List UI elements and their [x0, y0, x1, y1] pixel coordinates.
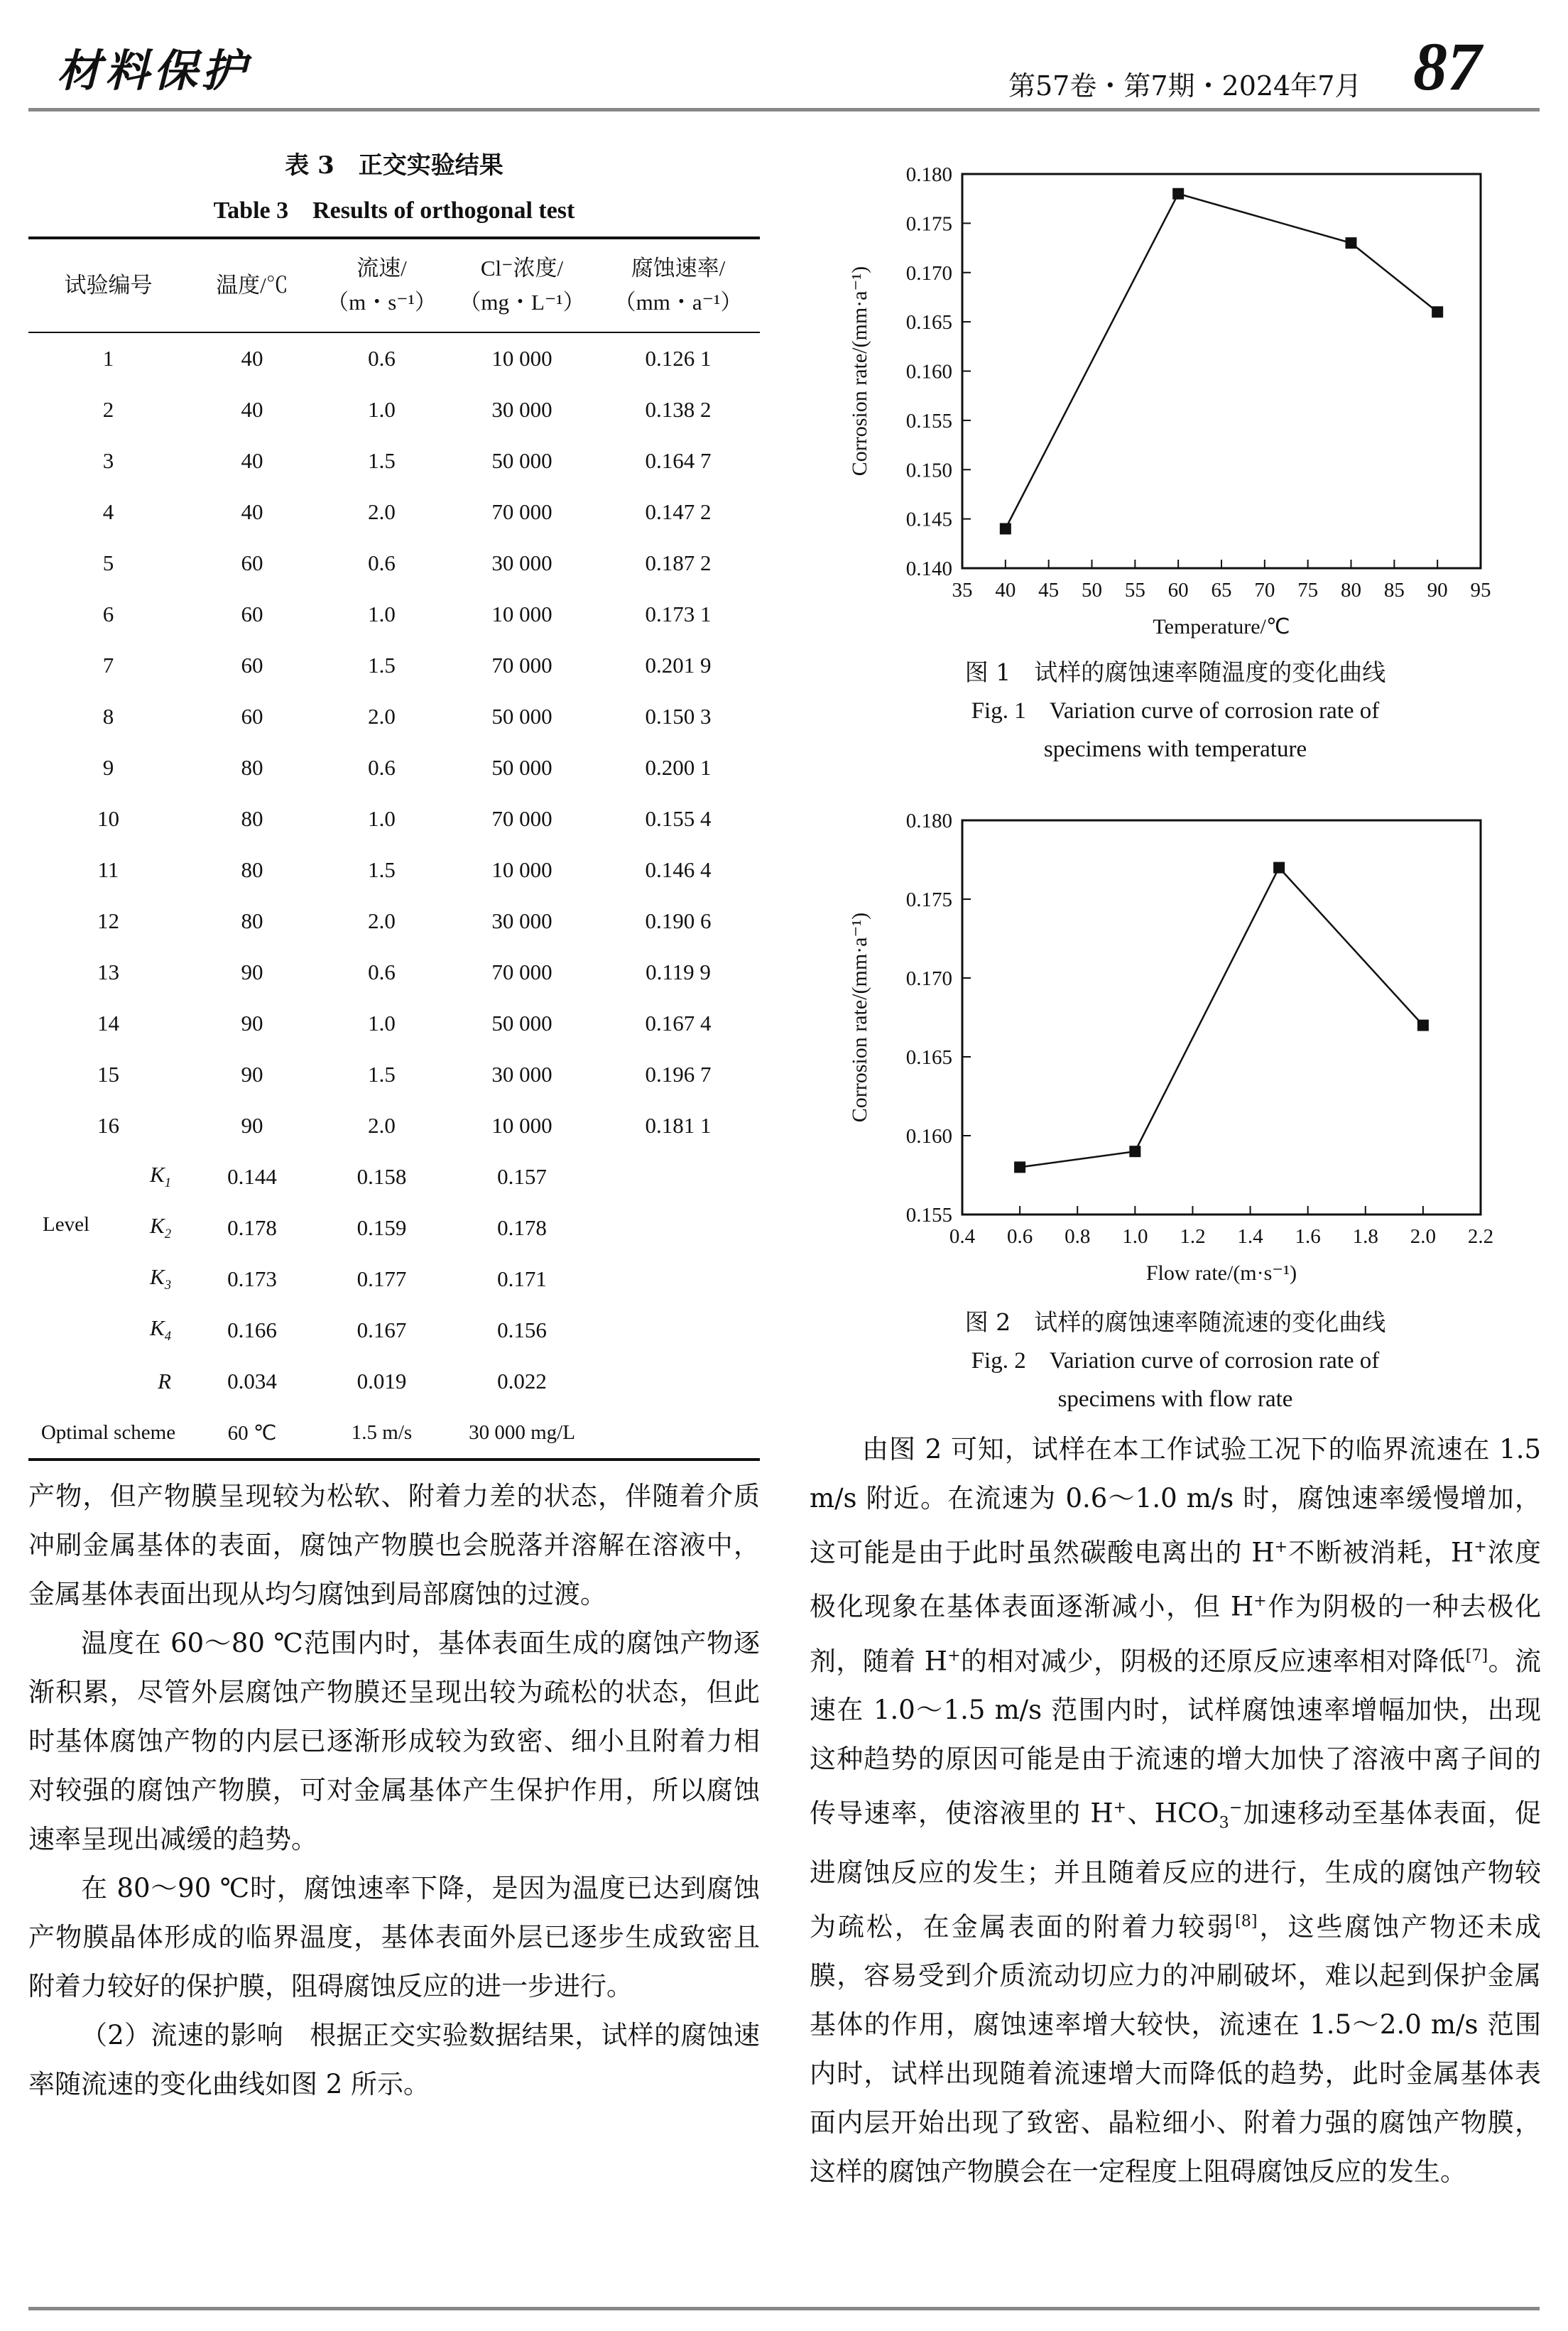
table-cell: 1.0	[368, 602, 396, 626]
table-row	[28, 640, 760, 691]
x-tick-label: 0.8	[1065, 1225, 1091, 1248]
level-row	[28, 1305, 760, 1356]
table-cell: 16	[97, 1113, 119, 1138]
table-cell: 0.177	[356, 1266, 407, 1291]
x-tick-label: 40	[995, 579, 1016, 602]
data-point	[1273, 862, 1285, 874]
x-tick-label: 1.0	[1122, 1225, 1148, 1248]
y-tick-label: 0.155	[905, 1204, 952, 1227]
table-row	[28, 589, 760, 640]
table-row	[28, 384, 760, 435]
y-tick-label: 0.170	[905, 967, 952, 990]
table-cell: 80	[241, 755, 263, 780]
table-cell: 1.5	[368, 1062, 396, 1087]
x-tick-label: 2.2	[1467, 1225, 1494, 1248]
table-row	[28, 691, 760, 742]
table-cell: 90	[241, 1062, 263, 1087]
x-tick-label: 0.6	[1006, 1225, 1033, 1248]
table-cell: 0.022	[497, 1369, 547, 1393]
y-tick-label: 0.180	[905, 810, 952, 832]
table-cell: 5	[102, 550, 114, 575]
level-row	[28, 1202, 760, 1254]
plot-frame	[962, 820, 1481, 1215]
table-cell: 3	[102, 448, 114, 473]
x-tick-label: 35	[952, 579, 973, 602]
table-cell: 4	[102, 499, 114, 524]
orthogonal-results-table	[28, 237, 760, 1461]
table-cell: 30 000	[491, 908, 552, 933]
table-cell: 0.200 1	[645, 755, 712, 780]
table-cell: 8	[102, 704, 114, 729]
figure-1-caption-en-1: Fig. 1 Variation curve of corrosion rate of	[971, 698, 1380, 724]
table-cell: 0.156	[497, 1317, 547, 1342]
optimal-scheme-label: Optimal scheme	[40, 1420, 176, 1444]
table-row	[28, 844, 760, 896]
left-body-text	[28, 1472, 760, 2109]
table-cell: 1.5	[368, 857, 396, 882]
x-tick-label: 50	[1082, 579, 1102, 602]
footer-rule	[28, 2307, 1540, 2310]
table-cell	[597, 1356, 760, 1407]
table-cell	[597, 1305, 760, 1356]
col-header-corrosion-rate: 腐蚀速率/ （mm・a⁻¹）	[614, 256, 743, 315]
table-cell: 0.6	[368, 755, 396, 780]
x-tick-label: 45	[1038, 579, 1060, 602]
table-cell: 7	[102, 653, 114, 678]
table-cell: 1	[102, 346, 114, 371]
table-row	[28, 947, 760, 998]
table-cell: 0.159	[356, 1215, 407, 1240]
x-tick-label: 1.4	[1237, 1225, 1263, 1248]
flow-rate-chart	[831, 799, 1513, 1296]
table-cell: 0.196 7	[645, 1062, 712, 1087]
table-cell	[597, 1254, 760, 1305]
table-cell: 0.147 2	[645, 499, 712, 524]
y-tick-label: 0.145	[905, 508, 952, 531]
data-point	[1417, 1020, 1429, 1031]
y-tick-label: 0.165	[905, 1046, 952, 1069]
table-cell: 0.138 2	[645, 397, 712, 422]
table-cell: 80	[241, 857, 263, 882]
table-cell: 0.201 9	[645, 653, 712, 678]
y-tick-label: 0.175	[905, 212, 952, 236]
table-row	[28, 538, 760, 589]
table-cell: 10 000	[491, 602, 552, 626]
right-body-text	[810, 1425, 1541, 2196]
level-label: Level	[43, 1213, 90, 1237]
x-tick-label: 80	[1341, 579, 1361, 602]
table-cell: 60 ℃	[227, 1421, 277, 1445]
figure-2-caption-en-2: specimens with flow rate	[1057, 1386, 1293, 1412]
table-cell: 60	[241, 550, 263, 575]
table-cell: 90	[241, 960, 263, 984]
data-point	[1129, 1146, 1140, 1157]
x-axis-label: Temperature/℃	[1153, 615, 1290, 639]
table-row	[28, 435, 760, 487]
level-label-cell: $K_1$	[150, 1162, 171, 1191]
table-cell: 0.144	[227, 1164, 277, 1189]
table-row	[28, 1049, 760, 1100]
table-cell: 0.019	[356, 1369, 407, 1393]
plot-frame	[962, 174, 1481, 568]
table-cell: 2.0	[368, 704, 396, 729]
x-tick-label: 1.8	[1352, 1225, 1378, 1248]
table-cell: 30 000	[491, 397, 552, 422]
table-row	[28, 1100, 760, 1151]
table-cell: 50 000	[491, 755, 552, 780]
paragraph: （2）流速的影响 根据正交实验数据结果，试样的腐蚀速率随流速的变化曲线如图 2 所示。	[28, 2020, 760, 2099]
table-cell: 2.0	[368, 499, 396, 524]
table-cell: 1.0	[368, 397, 396, 422]
figure-2-caption	[810, 1303, 1541, 1418]
y-tick-label: 0.170	[905, 261, 952, 285]
issue-info: 第57卷・第7期・2024年7月	[1008, 70, 1362, 102]
x-tick-label: 90	[1427, 579, 1448, 602]
y-axis-label: Corrosion rate/(mm·a⁻¹)	[848, 266, 871, 477]
table-row	[28, 998, 760, 1049]
x-tick-label: 2.0	[1410, 1225, 1437, 1248]
level-label-cell: Level $K_2$	[43, 1213, 171, 1242]
table-cell: 0.167 4	[645, 1011, 712, 1036]
table-row	[28, 487, 760, 538]
table-cell: 80	[241, 806, 263, 831]
col-header-test-no: 试验编号	[64, 273, 153, 298]
table-cell: 0.171	[497, 1266, 547, 1291]
table-cell: 1.5	[368, 653, 396, 678]
table-cell: 50 000	[491, 704, 552, 729]
data-point	[1432, 306, 1443, 317]
y-tick-label: 0.180	[905, 163, 952, 186]
y-tick-label: 0.165	[905, 311, 952, 335]
citation-8: [8]	[1235, 1911, 1258, 1930]
y-tick-label: 0.150	[905, 459, 952, 482]
table-row	[28, 793, 760, 844]
data-point	[1000, 523, 1011, 535]
level-row	[28, 1254, 760, 1305]
table-cell: 2.0	[368, 1113, 396, 1138]
table-cell: 90	[241, 1113, 263, 1138]
table-cell: 2	[102, 397, 114, 422]
x-tick-label: 70	[1254, 579, 1275, 602]
range-row	[28, 1356, 760, 1407]
data-point	[1172, 188, 1184, 200]
series-line	[1020, 868, 1423, 1168]
table-cell	[597, 1202, 760, 1254]
paragraph: 温度在 60～80 ℃范围内时，基体表面生成的腐蚀产物逐渐积累，尽管外层腐蚀产物膜还呈现出较为疏松的状态，但此时基体腐蚀产物的内层已逐渐形成较为致密、细小且附着力相对较强的腐蚀产物膜，可对金属基体产生保护作用，所以腐蚀速率呈现出减缓的趋势。	[28, 1628, 760, 1854]
table-cell: 11	[97, 857, 119, 882]
col-header-temperature: 温度/℃	[216, 273, 288, 298]
table-cell: 70 000	[491, 806, 552, 831]
table-row	[28, 742, 760, 793]
table-cell: 60	[241, 653, 263, 678]
citation-7: [7]	[1465, 1646, 1488, 1665]
data-point	[1014, 1161, 1025, 1173]
table-cell: 0.155 4	[645, 806, 712, 831]
x-tick-label: 75	[1297, 579, 1319, 602]
table-cell: 0.166	[227, 1317, 277, 1342]
table-row	[28, 332, 760, 384]
level-label-cell: $K_4$	[150, 1315, 171, 1344]
x-tick-label: 1.2	[1180, 1225, 1206, 1248]
y-tick-label: 0.175	[905, 889, 952, 911]
table-cell: 10 000	[491, 857, 552, 882]
header-rule	[28, 108, 1540, 112]
table-cell: 2.0	[368, 908, 396, 933]
table-cell: 10 000	[491, 1113, 552, 1138]
table-row	[28, 896, 760, 947]
page-number: 87	[1413, 28, 1481, 104]
col-header-flow: 流速/ （m・s⁻¹）	[327, 256, 437, 315]
table-cell: 0.187 2	[645, 550, 712, 575]
table-cell: 0.6	[368, 346, 396, 371]
table-cell: 0.181 1	[645, 1113, 712, 1138]
table-caption-en: Table 3 Results of orthogonal test	[213, 197, 575, 224]
table-cell: 60	[241, 704, 263, 729]
table-cell: 80	[241, 908, 263, 933]
paragraph: 由图 2 可知，试样在本工作试验工况下的临界流速在 1.5 m/s 附近。在流速为 0.6～1.0 m/s 时，腐蚀速率缓慢增加，这可能是由于此时虽然碳酸电离出的 H+不断被消耗，H+浓度极化现象在基体表面逐渐减小，但 H+作为阴极的一种去极化剂，随着 H+的相对减少，阴极的还原反应速率相对降低[7]。流速在 1.0～1.5 m/s 范围内时，试样腐蚀速率增幅加快，出现这种趋势的原因可能是由于流速的增大加快了溶液中离子间的传导速率，使溶液里的 H+、$HCO_3^-$加速移动至基体表面，促进腐蚀反应的发生；并且随着反应的进行，生成的腐蚀产物较为疏松，在金属表面的附着力较弱[8]，这些腐蚀产物还未成膜，容易受到介质流动切应力的冲刷破坏，难以起到保护金属基体的作用，腐蚀速率增大较快，流速在 1.5～2.0 m/s 范围内时，试样出现随着流速增大而降低的趋势，此时金属基体表面内层开始出现了致密、晶粒细小、附着力强的腐蚀产物膜，这样的腐蚀产物膜会在一定程度上阻碍腐蚀反应的发生。	[810, 1434, 1542, 2188]
table-cell: 0.6	[368, 960, 396, 984]
table-cell: 40	[241, 499, 263, 524]
table-cell: 0.158	[356, 1164, 407, 1189]
table-cell	[597, 1407, 760, 1460]
table-cell: 0.126 1	[645, 346, 712, 371]
table-cell: 70 000	[491, 960, 552, 984]
table-cell: 0.157	[497, 1164, 547, 1189]
table-cell: 50 000	[491, 448, 552, 473]
y-tick-label: 0.160	[905, 360, 952, 384]
level-row	[28, 1151, 760, 1202]
table-cell: 0.6	[368, 550, 396, 575]
figure-1-caption-en-2: specimens with temperature	[1043, 737, 1307, 762]
table-cell: 14	[97, 1011, 119, 1036]
figure-2-caption-en-1: Fig. 2 Variation curve of corrosion rate of	[971, 1348, 1380, 1374]
y-tick-label: 0.160	[905, 1125, 952, 1148]
x-axis-label: Flow rate/(m·s⁻¹)	[1145, 1261, 1297, 1285]
table-cell: 0.178	[497, 1215, 547, 1240]
table-cell: 30 000	[491, 550, 552, 575]
table-cell: 0.146 4	[645, 857, 712, 882]
table-cell: 0.119 9	[646, 960, 711, 984]
table-cell: 60	[241, 602, 263, 626]
journal-logo: 材料保护	[57, 45, 251, 97]
table-cell: 0.164 7	[645, 448, 712, 473]
table-cell: 6	[102, 602, 114, 626]
figure-2-caption-cn: 图 2 试样的腐蚀速率随流速的变化曲线	[964, 1308, 1386, 1336]
table-cell: 1.5	[368, 448, 396, 473]
x-tick-label: 95	[1470, 579, 1491, 602]
table-cell: 1.0	[368, 806, 396, 831]
y-tick-label: 0.140	[905, 558, 952, 580]
level-label-cell: $K_3$	[150, 1264, 171, 1293]
table-cell: 70 000	[491, 499, 552, 524]
table-cell: 12	[97, 908, 119, 933]
figure-1-caption-cn: 图 1 试样的腐蚀速率随温度的变化曲线	[964, 658, 1386, 686]
data-point	[1346, 237, 1357, 249]
x-tick-label: 0.4	[949, 1225, 976, 1248]
table-cell: 10	[97, 806, 119, 831]
table-cell: 0.167	[356, 1317, 407, 1342]
paragraph: 产物，但产物膜呈现较为松软、附着力差的状态，伴随着介质冲刷金属基体的表面，腐蚀产物膜也会脱落并溶解在溶液中，金属基体表面出现从均匀腐蚀到局部腐蚀的过渡。	[28, 1481, 760, 1609]
table-cell: 0.178	[227, 1215, 277, 1240]
series-line	[1006, 194, 1437, 529]
table-cell: 10 000	[491, 346, 552, 371]
y-axis-label: Corrosion rate/(mm·a⁻¹)	[848, 912, 871, 1123]
temperature-chart	[831, 153, 1513, 650]
table-cell: 9	[102, 755, 114, 780]
col-header-chloride: Cl⁻浓度/ （mg・L⁻¹）	[459, 256, 585, 315]
range-label: R	[158, 1369, 171, 1393]
table-cell	[597, 1151, 760, 1202]
paragraph: 在 80～90 ℃时，腐蚀速率下降，是因为温度已达到腐蚀产物膜晶体形成的临界温度，基体表面外层已逐步生成致密且附着力较好的保护膜，阻碍腐蚀反应的进一步进行。	[28, 1873, 760, 2001]
table-cell: 30 000	[491, 1062, 552, 1087]
optimal-scheme-row	[28, 1407, 760, 1460]
table-cell: 1.5 m/s	[351, 1420, 413, 1444]
table-cell: 13	[97, 960, 119, 984]
table-cell: 0.173 1	[645, 602, 712, 626]
table-cell: 30 000 mg/L	[469, 1420, 575, 1444]
table-cell: 90	[241, 1011, 263, 1036]
table-caption-cn: 表 3 正交实验结果	[285, 151, 503, 180]
table-header-row	[28, 238, 760, 332]
x-tick-label: 55	[1124, 579, 1145, 602]
x-tick-label: 1.6	[1295, 1225, 1321, 1248]
y-tick-label: 0.155	[905, 409, 952, 433]
table-cell: 50 000	[491, 1011, 552, 1036]
table-cell: 40	[241, 448, 263, 473]
table-cell: 0.173	[227, 1266, 277, 1291]
table-cell: 40	[241, 397, 263, 422]
table-cell: 0.150 3	[645, 704, 712, 729]
table-cell: 40	[241, 346, 263, 371]
table-cell: 70 000	[491, 653, 552, 678]
x-tick-label: 85	[1383, 579, 1405, 602]
table-cell: 15	[97, 1062, 119, 1087]
x-tick-label: 65	[1211, 579, 1232, 602]
figure-1-caption	[810, 653, 1541, 768]
table-cell: 1.0	[368, 1011, 396, 1036]
table-cell: 0.034	[227, 1369, 277, 1393]
table-cell: 0.190 6	[645, 908, 712, 933]
x-tick-label: 60	[1167, 579, 1189, 602]
